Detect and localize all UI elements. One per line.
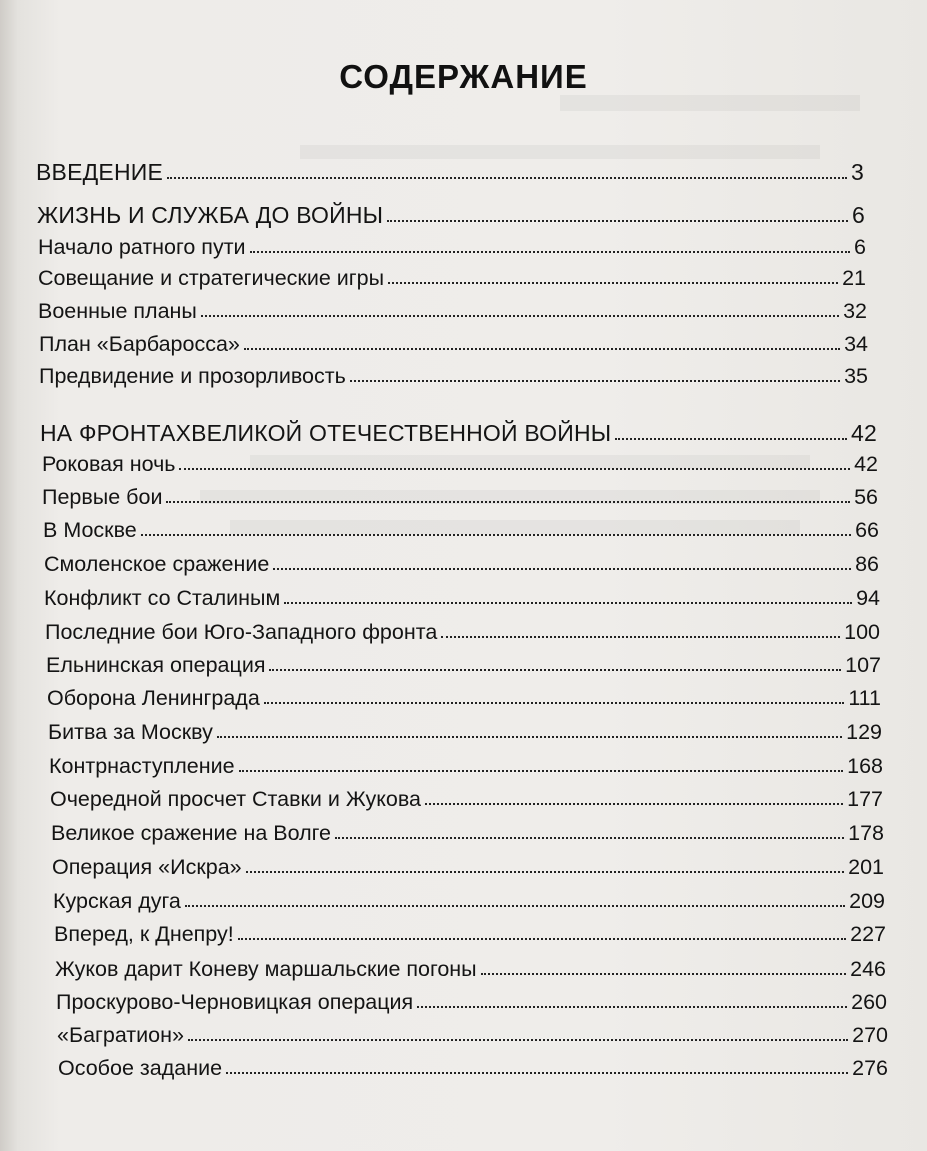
toc-entry-label: Первые бои	[42, 484, 163, 509]
toc-entry-page: 201	[848, 854, 884, 879]
toc-entry-label: НА ФРОНТАХВЕЛИКОЙ ОТЕЧЕСТВЕННОЙ ВОЙНЫ	[40, 420, 612, 446]
leader-dots	[615, 418, 847, 441]
toc-entry-page: 209	[849, 888, 885, 913]
leader-dots	[481, 954, 846, 976]
toc-entry	[38, 232, 866, 258]
toc-entry-label: «Багратион»	[57, 1022, 184, 1047]
toc-entry	[48, 717, 882, 743]
toc-entry-page: 66	[855, 517, 879, 542]
leader-dots	[185, 886, 845, 908]
toc-entry-page: 100	[844, 619, 880, 644]
toc-entry-label: Последние бои Юго-Западного фронта	[45, 619, 438, 644]
toc-entry-page: 86	[855, 551, 879, 576]
toc-entry	[42, 482, 878, 508]
toc-entry-page: 227	[850, 921, 886, 946]
leader-dots	[244, 329, 840, 351]
toc-entry-label: Конфликт со Сталиным	[44, 585, 281, 610]
toc-entry	[43, 515, 879, 541]
toc-entry-label: Начало ратного пути	[38, 234, 246, 259]
toc-entry-label: Военные планы	[38, 298, 197, 323]
toc-entry-label: Смоленское сражение	[44, 551, 270, 576]
toc-entry	[44, 583, 880, 609]
toc-entry-page: 6	[852, 202, 865, 228]
leader-dots	[387, 200, 848, 223]
leader-dots	[417, 987, 847, 1009]
toc-entry-label: Оборона Ленинграда	[47, 685, 260, 710]
leader-dots	[425, 784, 843, 806]
toc-entry-label: ЖИЗНЬ И СЛУЖБА ДО ВОЙНЫ	[37, 202, 384, 228]
leader-dots	[441, 617, 840, 639]
leader-dots	[167, 157, 847, 180]
toc-entry	[44, 549, 879, 575]
toc-entry-page: 35	[844, 363, 868, 388]
toc-entry-label: ВВЕДЕНИЕ	[36, 159, 164, 185]
toc-entry	[38, 263, 866, 289]
leader-dots	[284, 583, 852, 605]
toc-entry	[39, 329, 868, 355]
toc-entry-page: 260	[851, 989, 887, 1014]
page-title: СОДЕРЖАНИЕ	[339, 58, 588, 95]
toc-entry-page: 178	[848, 820, 884, 845]
toc-entry	[55, 954, 886, 980]
toc-entry	[45, 617, 880, 643]
leader-dots	[250, 232, 850, 254]
toc-entry-label: Роковая ночь	[42, 451, 176, 476]
toc-entry-label: Проскурово-Черновицкая операция	[56, 989, 414, 1014]
toc-entry-page: 21	[842, 265, 866, 290]
toc-entry-page: 246	[850, 956, 886, 981]
toc-entry	[57, 1020, 888, 1046]
toc-entry-label: Особое задание	[58, 1055, 223, 1080]
toc-entry-page: 270	[852, 1022, 888, 1047]
toc-entry-label: В Москве	[43, 517, 137, 542]
toc-entry-page: 6	[854, 234, 866, 259]
toc-entry	[58, 1053, 888, 1079]
leader-dots	[188, 1020, 848, 1042]
leader-dots	[335, 818, 844, 840]
toc-entry	[39, 361, 868, 387]
toc-entry-label: Битва за Москву	[48, 719, 213, 744]
leader-dots	[350, 361, 840, 383]
toc-entry	[40, 418, 877, 444]
toc-entry	[37, 200, 865, 226]
toc-entry	[47, 683, 881, 709]
toc-entry	[49, 751, 883, 777]
toc-entry-label: Вперед, к Днепру!	[54, 921, 234, 946]
toc-entry-page: 32	[843, 298, 867, 323]
toc-entry-page: 111	[848, 685, 881, 710]
toc-entry-page: 42	[851, 420, 877, 446]
toc-entry-page: 56	[854, 484, 878, 509]
toc-entry-label: Ельнинская операция	[46, 652, 266, 677]
toc-entry	[50, 784, 883, 810]
toc-entry-page: 3	[851, 159, 864, 185]
toc-entry-page: 42	[854, 451, 878, 476]
toc-entry-label: План «Барбаросса»	[39, 331, 240, 356]
toc-entry-page: 34	[844, 331, 868, 356]
toc-entry-label: Жуков дарит Коневу маршальские погоны	[55, 956, 477, 981]
toc-entry-label: Совещание и стратегические игры	[38, 265, 385, 290]
toc-entry-label: Очередной просчет Ставки и Жукова	[50, 786, 422, 811]
toc-entry-page: 94	[856, 585, 880, 610]
leader-dots	[179, 449, 850, 471]
toc-entry-label: Операция «Искра»	[52, 854, 242, 879]
leader-dots	[166, 482, 850, 504]
toc-entry	[54, 919, 886, 945]
toc-entry	[46, 650, 881, 676]
leader-dots	[264, 683, 845, 705]
leader-dots	[273, 549, 851, 571]
leader-dots	[217, 717, 842, 739]
toc-entry-page: 276	[852, 1055, 888, 1080]
toc-entry	[36, 157, 864, 183]
toc-entry	[38, 296, 867, 322]
toc-entry-page: 107	[845, 652, 881, 677]
leader-dots	[269, 650, 841, 672]
toc-entry	[56, 987, 887, 1013]
toc-entry	[42, 449, 878, 475]
leader-dots	[238, 919, 846, 941]
toc-entry	[52, 852, 884, 878]
toc-entry	[53, 886, 885, 912]
toc-entry-label: Предвидение и прозорливость	[39, 363, 346, 388]
leader-dots	[246, 852, 845, 874]
toc-entry	[51, 818, 884, 844]
leader-dots	[239, 751, 844, 773]
toc-entry-label: Курская дуга	[53, 888, 181, 913]
leader-dots	[141, 515, 851, 537]
toc-entry-page: 177	[847, 786, 883, 811]
toc-entry-page: 168	[847, 753, 883, 778]
toc-entry-label: Контрнаступление	[49, 753, 235, 778]
toc-entry-label: Великое сражение на Волге	[51, 820, 331, 845]
leader-dots	[388, 263, 838, 285]
leader-dots	[201, 296, 839, 318]
leader-dots	[226, 1053, 848, 1075]
toc-entry-page: 129	[846, 719, 882, 744]
